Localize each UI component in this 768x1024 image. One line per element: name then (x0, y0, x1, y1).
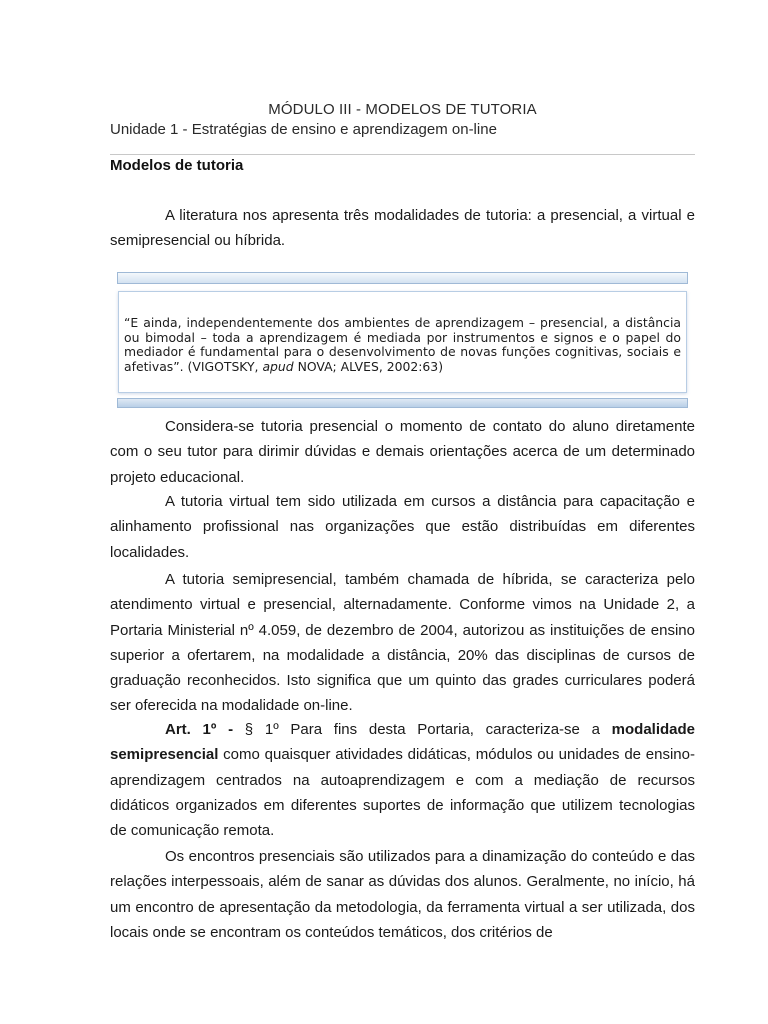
intro-paragraph (110, 203, 695, 254)
article-label: Art. 1º - (165, 721, 234, 738)
paragraph-encontros-text: Os encontros presenciais são utilizados para a dinamização do conteúdo e das relações interpessoais, além de sanar as dúvidas dos alunos. Geralmente, no início, há um encontro de apresentação da metodologia, da ferramenta virtual a ser utilizada, dos locais onde se encontram os conteúdos temáticos, dos critérios de (110, 848, 695, 941)
paragraph-virtual-text: A tutoria virtual tem sido utilizada em cursos a distância para capacitação e alinhamento profissional nas organizações que estão distribuídas em diferentes localidades. (110, 493, 695, 561)
quote-bottom-bar (117, 398, 688, 408)
section-heading: Modelos de tutoria (110, 157, 244, 174)
paragraph-encontros (110, 844, 695, 945)
header-divider (110, 154, 695, 155)
article-text-2: como quaisquer atividades didáticas, módulos ou unidades de ensino-aprendizagem centrados na autoaprendizagem e com a mediação de recursos didáticos organizados em diferentes suportes de informação que utilizem tecnologias de comunicação remota. (110, 746, 695, 840)
quote-text (124, 316, 681, 374)
paragraph-presencial-text: Considera-se tutoria presencial o momento de contato do aluno diretamente com o seu tutor para dirimir dúvidas e demais orientações acerca de um determinado projeto educacional. (110, 418, 695, 486)
paragraph-semipresencial (110, 567, 695, 719)
unit-subtitle: Unidade 1 - Estratégias de ensino e aprendizagem on-line (110, 121, 497, 138)
paragraph-virtual (110, 489, 695, 565)
module-title: MÓDULO III - MODELOS DE TUTORIA (268, 101, 537, 118)
quote-text-before: “E ainda, independentemente dos ambientes de aprendizagem – presencial, a distância ou bimodal – toda a aprendizagem é mediada por instrumentos e signos e o papel do mediador é fundamental para o desenvolvimento de novas funções cognitivas, sociais e afetivas”. (VIGOTSKY, (124, 315, 681, 374)
article-bold-term: modalidade semipresencial (110, 721, 696, 764)
paragraph-presencial (110, 414, 695, 490)
quote-top-bar (117, 272, 688, 284)
intro-text: A literatura nos apresenta três modalidades de tutoria: a presencial, a virtual e semipresencial ou híbrida. (110, 207, 695, 250)
paragraph-article (110, 717, 695, 843)
quote-panel (118, 291, 687, 393)
quote-text-after: NOVA; ALVES, 2002:63) (293, 358, 444, 374)
quote-box (117, 272, 688, 408)
paragraph-semipresencial-text: A tutoria semipresencial, também chamada de híbrida, se caracteriza pelo atendimento virtual e presencial, alternadamente. Conforme vimos na Unidade 2, a Portaria Ministerial nº 4.059, de dezembro de 2004, autorizou as instituições de ensino superior a ofertarem, na modalidade a distância, 20% das disciplinas de cursos de graduação reconhecidos. Isto significa que um quinto das grades curriculares poderá ser oferecida na modalidade on-line. (110, 571, 695, 715)
quote-italic: apud (262, 358, 294, 374)
article-text-1: § 1º Para fins desta Portaria, caracteriza-se a (233, 721, 612, 738)
